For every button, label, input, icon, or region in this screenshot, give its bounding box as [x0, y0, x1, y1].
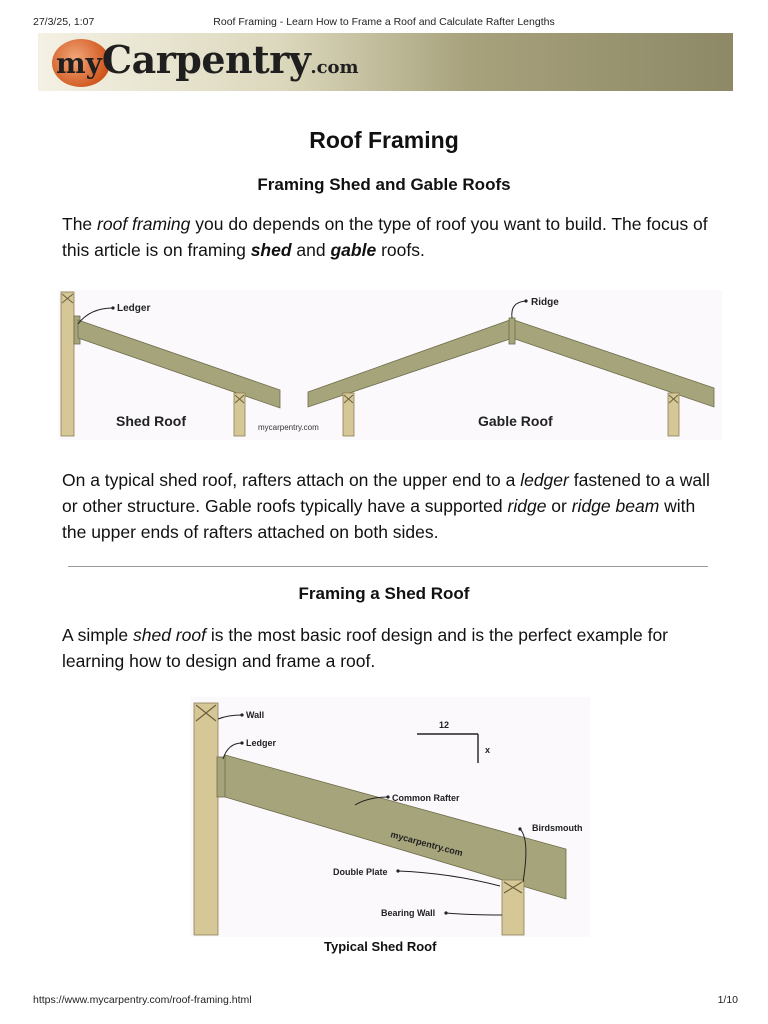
text-run-normal: fastened to a wall or other structure. Gable roofs typically have a supported	[62, 470, 710, 516]
rise-label: x	[485, 745, 491, 755]
run-label: 12	[439, 720, 450, 730]
typical-shed-roof-diagram	[190, 697, 590, 960]
wall-post	[194, 703, 218, 935]
logo-main: Carpentry	[101, 37, 311, 82]
text-run-normal: On a typical shed roof, rafters attach on the upper end to a	[62, 470, 521, 490]
text-run-normal: you do depends on the type of roof you want to build. The focus of this article is on framing	[62, 214, 708, 260]
site-banner[interactable]	[38, 33, 733, 91]
text-run-normal: with the upper ends of rafters attached on both sides.	[62, 496, 696, 542]
ledger-label-2: Ledger	[246, 738, 277, 748]
intro-paragraph	[62, 211, 712, 263]
print-datetime: 27/3/25, 1:07	[33, 16, 95, 28]
shed-gable-paragraph	[62, 467, 712, 545]
ridge-label: Ridge	[531, 297, 559, 308]
logo-com: .com	[310, 57, 359, 78]
page-url-link[interactable]: https://www.mycarpentry.com/roof-framing.html	[33, 994, 252, 1006]
text-run-italic: ridge	[507, 496, 547, 516]
shed-wall-post	[61, 292, 74, 436]
page-counter: 1/10	[717, 994, 738, 1006]
ledger-label: Ledger	[117, 303, 151, 314]
page-title: Roof Framing	[309, 127, 459, 153]
section-divider	[68, 566, 708, 567]
text-run-normal: or	[546, 496, 572, 516]
logo-my: my	[56, 47, 102, 80]
wall-label: Wall	[246, 710, 265, 720]
text-run-bold-italic: gable	[330, 240, 377, 260]
text-run-italic: ledger	[520, 470, 569, 490]
text-run-normal: is the most basic roof design and is the perfect example for learning how to design and frame a roof.	[62, 625, 669, 671]
section-title-shed-gable: Framing Shed and Gable Roofs	[257, 175, 511, 194]
gable-roof-caption: Gable Roof	[478, 413, 553, 429]
figure2-watermark: mycarpentry.com	[389, 829, 464, 859]
text-run-bold-italic: shed	[250, 240, 292, 260]
shed-roof-caption: Shed Roof	[116, 413, 186, 429]
section-title-framing-shed-roof: Framing a Shed Roof	[298, 584, 470, 603]
text-run-italic: roof framing	[97, 214, 191, 234]
shed-roof-intro-paragraph	[62, 622, 712, 674]
text-run-normal: roofs.	[376, 240, 425, 260]
double-plate-label: Double Plate	[333, 867, 388, 877]
gable-ridge	[509, 318, 515, 344]
typical-shed-roof-caption: Typical Shed Roof	[324, 939, 437, 954]
print-header	[0, 14, 768, 28]
bearing-wall-label: Bearing Wall	[381, 908, 436, 918]
bearing-wall-post	[502, 880, 524, 935]
site-logo[interactable]	[56, 37, 359, 82]
shed-gable-diagram	[58, 290, 722, 440]
text-run-normal: The	[62, 214, 98, 234]
text-run-italic: ridge beam	[571, 496, 660, 516]
figure1-watermark: mycarpentry.com	[258, 423, 319, 432]
birdsmouth-label: Birdsmouth	[532, 823, 583, 833]
text-run-normal: A simple	[62, 625, 133, 645]
text-run-italic: shed roof	[133, 625, 206, 645]
print-document-title: Roof Framing - Learn How to Frame a Roof and Calculate Rafter Lengths	[213, 16, 555, 28]
common-rafter-label: Common Rafter	[392, 793, 460, 803]
text-run-normal: and	[291, 240, 331, 260]
